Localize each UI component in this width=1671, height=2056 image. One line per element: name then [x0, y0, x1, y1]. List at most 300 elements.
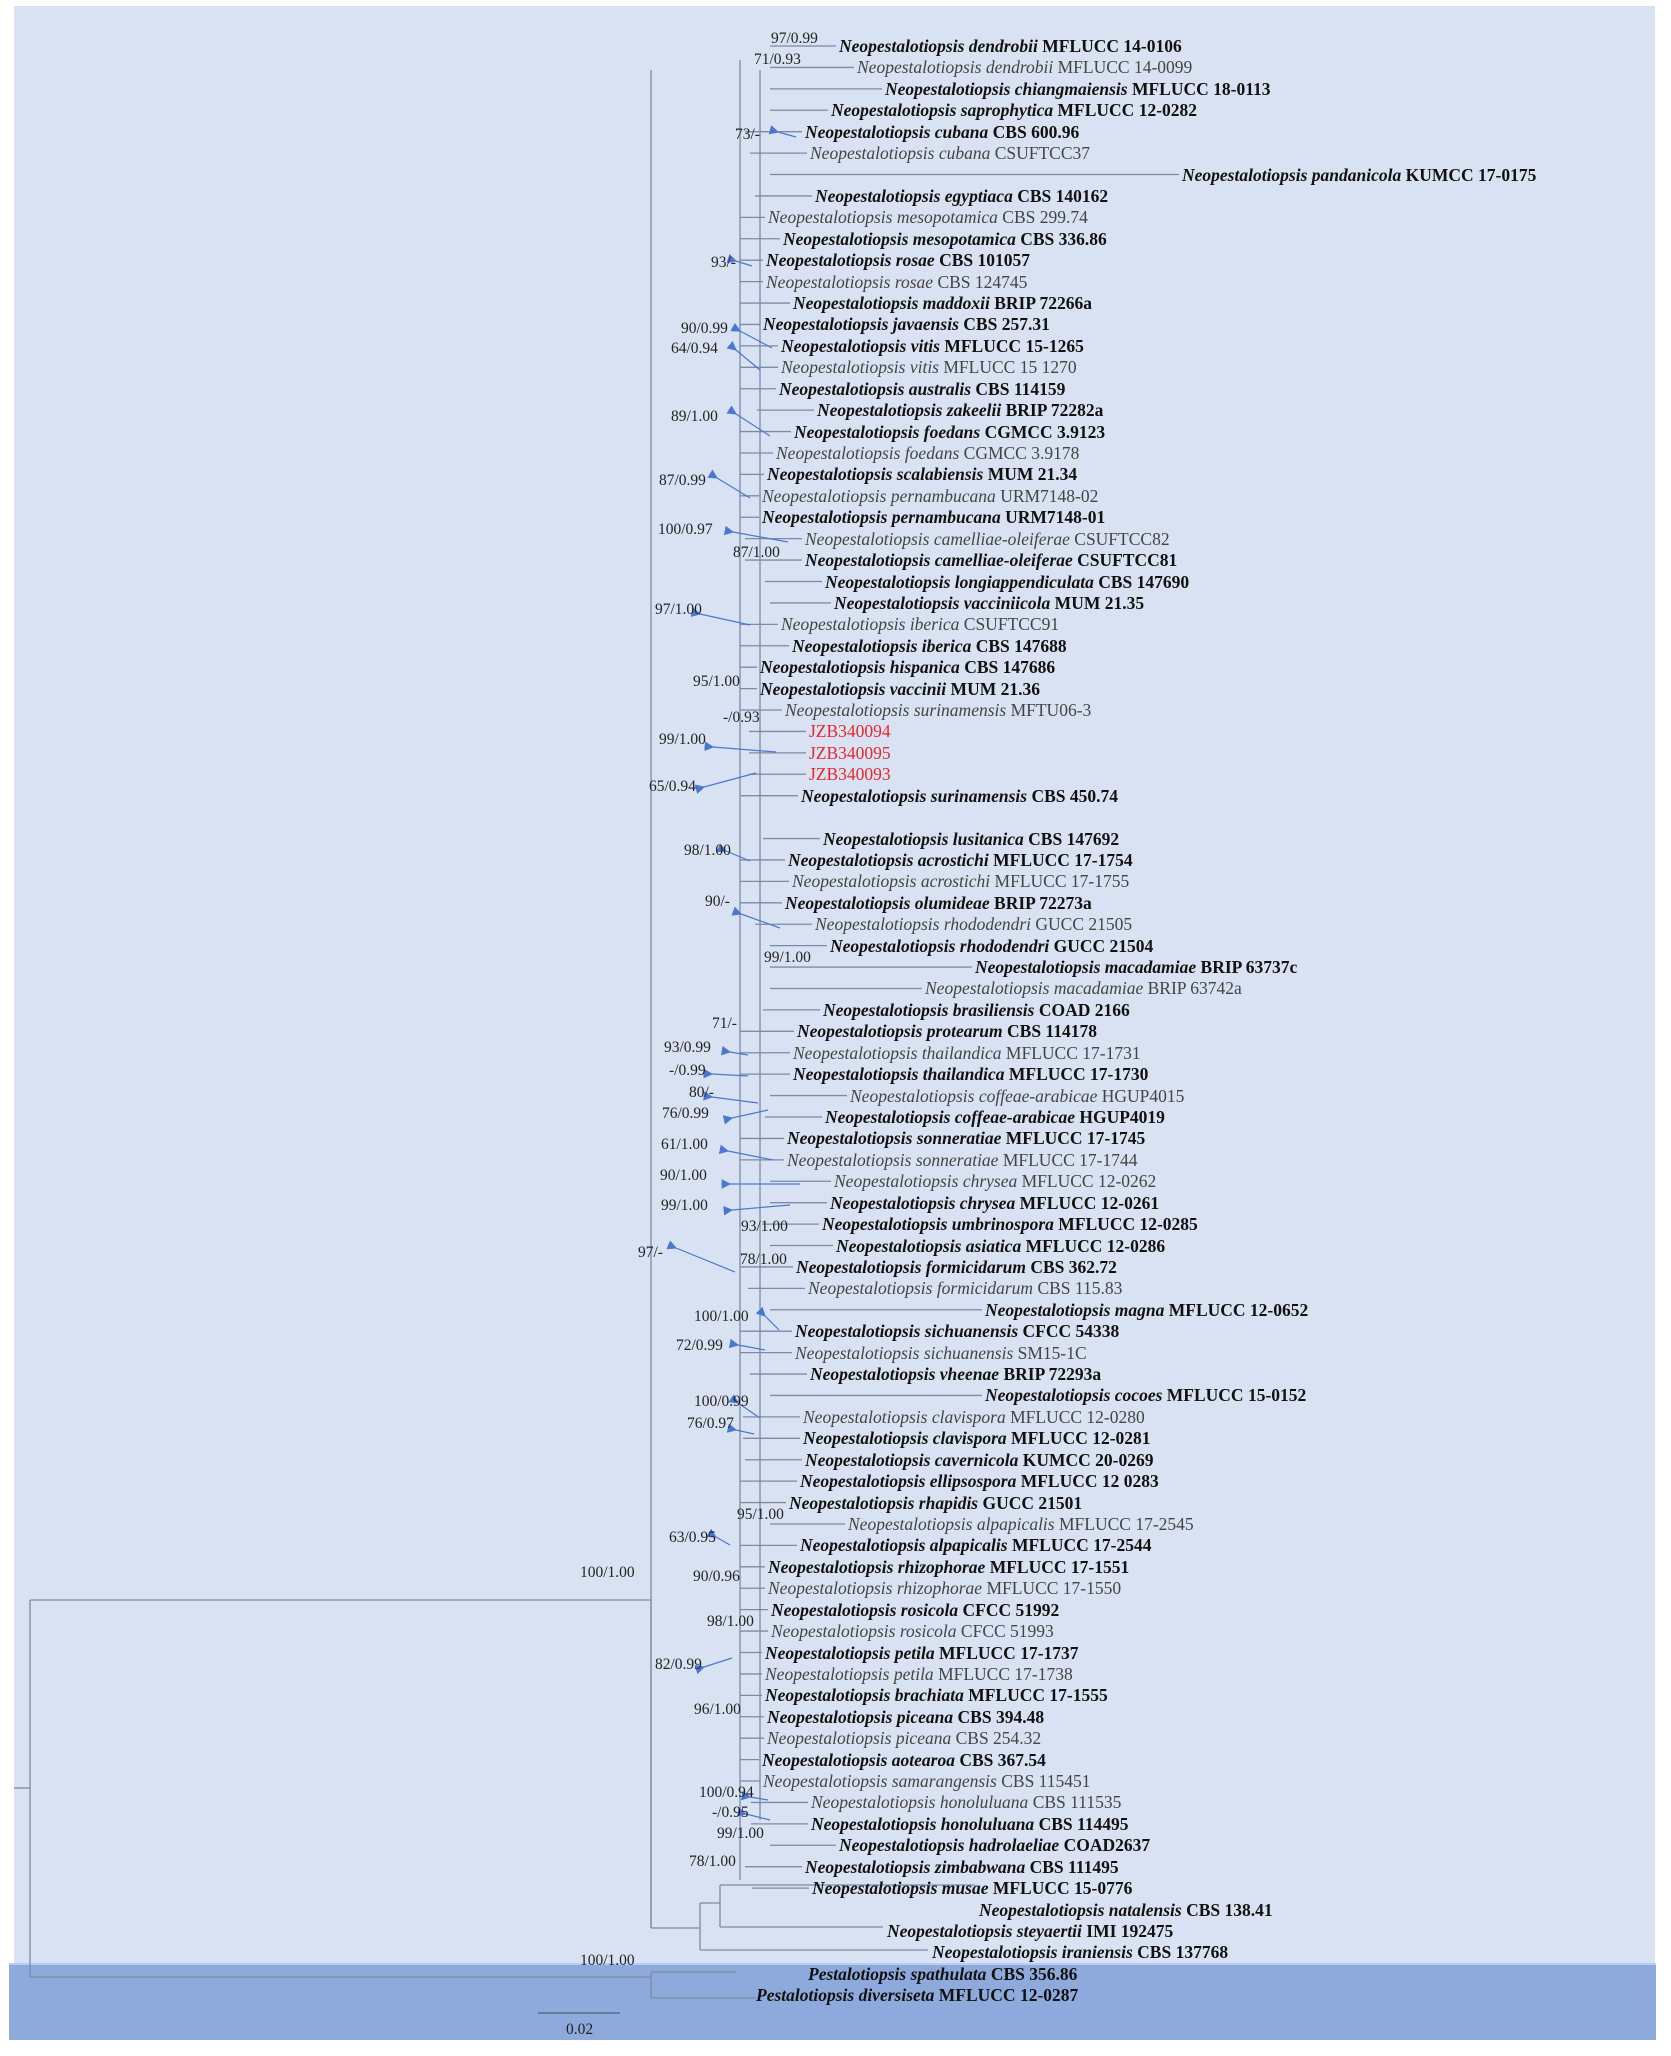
- taxon-name: Neopestalotiopsis formicidarum: [796, 1256, 1026, 1277]
- strain-id: MFLUCC 17-1555: [968, 1685, 1108, 1706]
- taxon-name: Neopestalotiopsis vitis: [781, 335, 940, 356]
- taxon-name: Neopestalotiopsis honoluluana: [811, 1813, 1035, 1834]
- support-value: 73/-: [735, 125, 760, 143]
- strain-id: SM15-1C: [1017, 1342, 1087, 1363]
- support-value: 64/0.94: [671, 339, 718, 357]
- strain-id: BRIP 72293a: [1003, 1364, 1102, 1385]
- taxon-label: [793, 1043, 1141, 1063]
- taxon-label: [800, 1535, 1151, 1555]
- support-value: 87/1.00: [733, 544, 780, 562]
- taxon-label: [763, 314, 1050, 334]
- taxon-label: [781, 357, 1077, 377]
- taxon-label: [825, 572, 1189, 592]
- strain-id: MUM 21.36: [950, 678, 1040, 699]
- strain-id: COAD 2166: [1038, 999, 1130, 1020]
- taxon-label: [809, 764, 891, 784]
- support-value: 65/0.94: [649, 777, 696, 795]
- taxon-name: Neopestalotiopsis brachiata: [765, 1685, 964, 1706]
- support-arrow-icon: [736, 1430, 754, 1434]
- strain-id: BRIP 63742a: [1147, 978, 1242, 999]
- taxon-label: [765, 1643, 1079, 1663]
- strain-id: COAD2637: [1063, 1835, 1151, 1856]
- taxon-label: [776, 443, 1079, 463]
- taxon-label: [766, 250, 1030, 270]
- strain-id: MFLUCC 15-0776: [992, 1878, 1133, 1899]
- strain-id: CSUFTCC82: [1074, 528, 1170, 549]
- taxon-name: Neopestalotiopsis pernambucana: [762, 485, 996, 506]
- taxon-label: [809, 721, 891, 741]
- taxon-name: Neopestalotiopsis acrostichi: [792, 871, 991, 892]
- taxon-name: Neopestalotiopsis saprophytica: [831, 100, 1054, 121]
- taxon-label: [1182, 165, 1536, 185]
- support-value: 90/0.99: [681, 320, 728, 338]
- taxon-label: [932, 1942, 1228, 1962]
- taxon-name: Neopestalotiopsis macadamiae: [975, 957, 1197, 978]
- taxon-name: Neopestalotiopsis samarangensis: [763, 1771, 997, 1792]
- strain-id: MFLUCC 17-2544: [1011, 1535, 1152, 1556]
- strain-id: MFLUCC 17-1550: [986, 1578, 1122, 1599]
- support-value: 100/0.94: [699, 1784, 754, 1802]
- taxon-label: [801, 786, 1118, 806]
- strain-id: BRIP 72266a: [994, 293, 1092, 314]
- taxon-name: Neopestalotiopsis rhododendri: [815, 914, 1032, 935]
- taxon-label: [808, 1964, 1077, 1984]
- strain-id: CBS 600.96: [992, 121, 1080, 142]
- taxon-name: Neopestalotiopsis natalensis: [979, 1899, 1182, 1920]
- taxon-label: [975, 957, 1297, 977]
- support-value: 76/0.97: [687, 1414, 734, 1432]
- taxon-label: [765, 1664, 1073, 1684]
- taxon-name: Neopestalotiopsis musae: [812, 1878, 989, 1899]
- taxon-name: Neopestalotiopsis javaensis: [763, 314, 959, 335]
- strain-id: CBS 115.83: [1037, 1278, 1123, 1299]
- support-value: 89/1.00: [671, 408, 718, 426]
- taxon-label: [762, 486, 1098, 506]
- taxon-name: Neopestalotiopsis chrysea: [834, 1171, 1018, 1192]
- taxon-name: Neopestalotiopsis iraniensis: [932, 1942, 1133, 1963]
- support-arrow-icon: [713, 747, 776, 752]
- support-arrow-icon: [704, 1658, 732, 1667]
- taxon-name: Neopestalotiopsis dendrobii: [857, 57, 1054, 78]
- strain-id: CBS 257.31: [963, 314, 1050, 335]
- strain-id: MFLUCC 17-1551: [989, 1556, 1130, 1577]
- taxon-name: Neopestalotiopsis sichuanensis: [795, 1321, 1019, 1342]
- support-arrow-icon: [704, 773, 756, 787]
- taxon-name: Neopestalotiopsis foedans: [776, 442, 960, 463]
- taxon-label: [771, 1621, 1054, 1641]
- support-value: 100/1.00: [694, 1307, 749, 1325]
- support-arrow-icon: [676, 1248, 735, 1272]
- taxon-name: Neopestalotiopsis brasiliensis: [823, 999, 1035, 1020]
- support-arrow-icon: [765, 1316, 779, 1330]
- taxon-name: Neopestalotiopsis rosicola: [771, 1621, 957, 1642]
- support-value: -/0.99: [669, 1062, 706, 1080]
- taxon-name: Neopestalotiopsis cubana: [810, 143, 991, 164]
- support-value: 93/0.99: [664, 1038, 711, 1056]
- support-value: 82/0.99: [655, 1655, 702, 1673]
- support-value: 90/0.96: [693, 1568, 740, 1586]
- taxon-name: Neopestalotiopsis clavispora: [803, 1428, 1007, 1449]
- taxon-label: [834, 593, 1144, 613]
- taxon-name: Neopestalotiopsis asiatica: [836, 1235, 1022, 1256]
- taxon-name: Neopestalotiopsis iberica: [781, 614, 960, 635]
- strain-id: CBS 367.54: [959, 1749, 1046, 1770]
- strain-id: JZB340094: [809, 721, 891, 742]
- strain-id: MFLUCC 17-1744: [1002, 1149, 1138, 1170]
- support-value: 90/-: [705, 892, 730, 910]
- taxon-name: Neopestalotiopsis coffeae-arabicae: [850, 1085, 1098, 1106]
- support-arrow-icon: [738, 1345, 765, 1350]
- support-value: 61/1.00: [661, 1136, 708, 1154]
- taxon-label: [836, 1236, 1165, 1256]
- taxon-name: Neopestalotiopsis piceana: [767, 1728, 952, 1749]
- taxon-label: [785, 700, 1091, 720]
- taxon-label: [830, 936, 1153, 956]
- support-arrow-icon: [746, 1814, 770, 1820]
- strain-id: MFLUCC 12 0283: [1020, 1471, 1159, 1492]
- support-value: 98/1.00: [684, 841, 731, 859]
- strain-id: HGUP4015: [1101, 1085, 1185, 1106]
- strain-id: CSUFTCC81: [1077, 550, 1178, 571]
- support-value: 95/1.00: [693, 672, 740, 690]
- taxon-label: [767, 1728, 1041, 1748]
- support-arrow-icon: [728, 1151, 773, 1160]
- strain-id: URM7148-02: [1000, 485, 1099, 506]
- taxon-name: Pestalotiopsis diversiseta: [756, 1985, 935, 2006]
- taxon-name: Neopestalotiopsis longiappendiculata: [825, 571, 1094, 592]
- taxon-name: Neopestalotiopsis umbrinospora: [822, 1214, 1054, 1235]
- taxon-label: [785, 893, 1092, 913]
- taxon-label: [808, 1278, 1122, 1298]
- taxon-label: [793, 293, 1092, 313]
- strain-id: KUMCC 20-0269: [1022, 1449, 1154, 1470]
- taxon-label: [985, 1385, 1306, 1405]
- taxon-name: Neopestalotiopsis rhapidis: [789, 1492, 979, 1513]
- taxon-name: Neopestalotiopsis camelliae-oleiferae: [805, 550, 1073, 571]
- taxon-name: Neopestalotiopsis ellipsospora: [800, 1471, 1017, 1492]
- taxon-label: [783, 229, 1107, 249]
- taxon-label: [768, 207, 1088, 227]
- taxon-label: [805, 122, 1079, 142]
- taxon-name: Neopestalotiopsis sonneratiae: [787, 1128, 1002, 1149]
- strain-id: IMI 192475: [1086, 1920, 1174, 1941]
- strain-id: CBS 140162: [1017, 185, 1109, 206]
- taxon-label: [823, 1000, 1130, 1020]
- support-value: 78/1.00: [740, 1250, 787, 1268]
- strain-id: CBS 356.86: [990, 1963, 1078, 1984]
- taxon-label: [815, 914, 1132, 934]
- strain-id: CSUFTCC37: [994, 143, 1091, 164]
- taxon-name: Neopestalotiopsis vheenae: [810, 1364, 1000, 1385]
- taxon-name: Neopestalotiopsis thailandica: [793, 1064, 1005, 1085]
- support-arrow-icon: [712, 1097, 758, 1103]
- taxon-label: [762, 1750, 1046, 1770]
- strain-id: CSUFTCC91: [963, 614, 1060, 635]
- taxon-name: Neopestalotiopsis mesopotamica: [783, 228, 1016, 249]
- strain-id: CFCC 51992: [962, 1599, 1060, 1620]
- taxon-name: Neopestalotiopsis steyaertii: [887, 1920, 1082, 1941]
- strain-id: GUCC 21501: [982, 1492, 1083, 1513]
- strain-id: CBS 254.32: [955, 1728, 1042, 1749]
- support-value: 100/0.97: [658, 520, 713, 538]
- taxon-name: Neopestalotiopsis mesopotamica: [768, 207, 998, 228]
- strain-id: JZB340095: [809, 742, 891, 763]
- strain-id: CBS 114159: [975, 378, 1066, 399]
- taxon-name: Neopestalotiopsis pandanicola: [1182, 164, 1402, 185]
- taxon-label: [768, 1578, 1121, 1598]
- strain-id: MUM 21.35: [1054, 592, 1145, 613]
- taxon-label: [789, 1493, 1082, 1513]
- taxon-name: Neopestalotiopsis surinamensis: [785, 700, 1007, 721]
- strain-id: CBS 147686: [964, 657, 1056, 678]
- taxon-name: Neopestalotiopsis hadrolaeliae: [839, 1835, 1060, 1856]
- taxon-label: [810, 1364, 1101, 1384]
- support-arrow-icon: [778, 132, 796, 137]
- taxon-name: Neopestalotiopsis cavernicola: [805, 1449, 1019, 1470]
- taxon-name: Neopestalotiopsis zimbabwana: [805, 1856, 1026, 1877]
- strain-id: MFLUCC 12-0285: [1058, 1214, 1198, 1235]
- support-value: 71/-: [712, 1015, 737, 1033]
- strain-id: CFCC 51993: [960, 1621, 1054, 1642]
- taxon-label: [839, 1835, 1150, 1855]
- taxon-label: [812, 1878, 1132, 1898]
- taxon-label: [779, 379, 1065, 399]
- taxon-label: [788, 850, 1133, 870]
- taxon-name: Neopestalotiopsis vacciniicola: [834, 592, 1051, 613]
- taxon-name: Neopestalotiopsis chrysea: [830, 1192, 1016, 1213]
- support-value: -/0.93: [723, 709, 760, 727]
- taxon-label: [787, 1128, 1145, 1148]
- strain-id: CBS 299.74: [1002, 207, 1088, 228]
- strain-id: BRIP 72273a: [994, 892, 1092, 913]
- taxon-name: Neopestalotiopsis magna: [985, 1299, 1165, 1320]
- taxon-name: Neopestalotiopsis hispanica: [760, 657, 960, 678]
- taxon-name: Neopestalotiopsis rhizophorae: [768, 1556, 986, 1577]
- taxon-name: Neopestalotiopsis cocoes: [985, 1385, 1163, 1406]
- strain-id: CBS 137768: [1137, 1942, 1229, 1963]
- strain-id: MFLUCC 17-2545: [1058, 1513, 1194, 1534]
- strain-id: MFLUCC 14-0106: [1042, 36, 1182, 56]
- strain-id: CBS 114178: [1007, 1021, 1097, 1042]
- strain-id: CBS 394.48: [957, 1706, 1045, 1727]
- strain-id: CBS 138.41: [1186, 1899, 1273, 1920]
- support-value: 90/1.00: [660, 1167, 707, 1185]
- strain-id: MFLUCC 12-0286: [1025, 1235, 1166, 1256]
- support-value: 93/1.00: [741, 1218, 788, 1236]
- taxon-label: [830, 1193, 1159, 1213]
- taxon-label: [803, 1428, 1151, 1448]
- strain-id: MFLUCC 12-0287: [938, 1985, 1079, 2006]
- taxon-name: Neopestalotiopsis alpapicalis: [800, 1535, 1008, 1556]
- taxon-label: [809, 743, 891, 763]
- taxon-label: [767, 464, 1077, 484]
- taxon-label: [887, 1921, 1173, 1941]
- support-arrow-icon: [736, 414, 770, 436]
- support-value: 97/1.00: [655, 600, 702, 618]
- strain-id: CBS 362.72: [1030, 1256, 1117, 1277]
- taxon-label: [817, 400, 1103, 420]
- strain-id: CBS 147692: [1028, 828, 1120, 849]
- taxon-name: Neopestalotiopsis clavispora: [803, 1406, 1006, 1427]
- strain-id: GUCC 21504: [1053, 935, 1154, 956]
- taxon-label: [822, 1214, 1198, 1234]
- taxon-label: [792, 871, 1129, 891]
- strain-id: MFLUCC 17-1730: [1008, 1064, 1149, 1085]
- taxon-name: Neopestalotiopsis scalabiensis: [767, 464, 984, 485]
- taxon-name: Neopestalotiopsis rosae: [766, 271, 934, 292]
- taxon-label: [795, 1321, 1119, 1341]
- taxon-label: [985, 1300, 1308, 1320]
- strain-id: CFCC 54338: [1022, 1321, 1120, 1342]
- taxon-label: [763, 1771, 1091, 1791]
- taxon-label: [857, 57, 1192, 77]
- strain-id: MFLUCC 17-1755: [994, 871, 1130, 892]
- support-value: 99/1.00: [659, 730, 706, 748]
- support-value: 71/0.93: [754, 51, 801, 69]
- scale-bar-label: 0.02: [566, 2021, 594, 2038]
- taxon-name: Neopestalotiopsis australis: [779, 378, 972, 399]
- strain-id: MFLUCC 15 1270: [943, 357, 1077, 378]
- taxon-label: [805, 529, 1170, 549]
- taxon-label: [823, 829, 1119, 849]
- taxon-label: [885, 79, 1271, 99]
- support-value: 76/0.99: [662, 1105, 709, 1122]
- strain-id: MFLUCC 15-1265: [944, 335, 1084, 356]
- strain-id: MFLUCC 12-0280: [1010, 1406, 1145, 1427]
- strain-id: MFLUCC 18-0113: [1131, 78, 1271, 99]
- taxon-label: [815, 186, 1108, 206]
- strain-id: CBS 336.86: [1020, 228, 1107, 249]
- taxon-label: [795, 1343, 1087, 1363]
- strain-id: MFLUCC 17-1754: [993, 849, 1133, 870]
- taxon-name: Neopestalotiopsis rosae: [766, 250, 935, 271]
- strain-id: CBS 450.74: [1031, 785, 1119, 806]
- support-arrow-icon: [732, 1205, 790, 1210]
- support-value: -/0.95: [712, 1803, 749, 1821]
- taxon-name: Neopestalotiopsis coffeae-arabicae: [825, 1107, 1075, 1127]
- strain-id: MFLUCC 14-0099: [1057, 57, 1193, 78]
- taxon-label: [805, 1857, 1119, 1877]
- taxon-name: Neopestalotiopsis foedans: [794, 421, 981, 442]
- taxon-label: [810, 143, 1090, 163]
- taxon-label: [781, 336, 1084, 356]
- taxon-label: [766, 272, 1027, 292]
- strain-id: CBS 124745: [937, 271, 1028, 292]
- strain-id: URM7148-01: [1005, 507, 1106, 528]
- taxon-label: [765, 1685, 1108, 1705]
- support-value: 100/0.99: [694, 1393, 749, 1411]
- taxon-name: Neopestalotiopsis rhododendri: [830, 935, 1050, 956]
- taxon-name: Neopestalotiopsis thailandica: [793, 1042, 1002, 1063]
- taxon-name: Neopestalotiopsis maddoxii: [793, 293, 990, 314]
- taxon-name: Neopestalotiopsis vitis: [781, 357, 939, 378]
- support-arrow-icon: [716, 1537, 730, 1545]
- taxon-name: Neopestalotiopsis macadamiae: [925, 978, 1144, 999]
- support-value: 72/0.99: [676, 1336, 723, 1354]
- strain-id: GUCC 21505: [1035, 914, 1133, 935]
- strain-id: CBS 147688: [975, 635, 1067, 656]
- strain-id: MFLUCC 12-0261: [1019, 1192, 1160, 1213]
- strain-id: MFLUCC 12-0282: [1057, 100, 1198, 121]
- strain-id: CBS 115451: [1001, 1771, 1091, 1792]
- strain-id: CBS 111495: [1029, 1856, 1119, 1877]
- taxon-name: Neopestalotiopsis iberica: [792, 635, 972, 656]
- support-arrow-icon: [736, 261, 752, 266]
- taxon-label: [850, 1086, 1184, 1106]
- taxon-name: Neopestalotiopsis olumideae: [785, 892, 990, 913]
- strain-id: CBS 101057: [939, 250, 1030, 271]
- strain-id: MFLUCC 17-1731: [1005, 1042, 1141, 1063]
- support-arrow-icon: [700, 614, 750, 625]
- strain-id: CBS 147690: [1098, 571, 1190, 592]
- strain-id: MFLUCC 12-0262: [1021, 1171, 1157, 1192]
- taxon-label: [768, 1557, 1129, 1577]
- taxon-label: [803, 1407, 1145, 1427]
- taxon-label: [794, 422, 1105, 442]
- strain-id: MFLUCC 17-1745: [1005, 1128, 1146, 1149]
- support-value: 95/1.00: [737, 1505, 784, 1523]
- strain-id: MFTU06-3: [1010, 700, 1092, 721]
- strain-id: MFLUCC 17-1738: [938, 1663, 1073, 1684]
- support-value: 98/1.00: [707, 1613, 754, 1631]
- taxon-label: [848, 1514, 1194, 1534]
- taxon-label: [760, 679, 1040, 699]
- strain-id: MFLUCC 17-1737: [939, 1642, 1079, 1663]
- taxon-name: Neopestalotiopsis sonneratiae: [787, 1149, 999, 1170]
- taxon-name: Neopestalotiopsis cubana: [805, 121, 989, 142]
- strain-id: BRIP 72282a: [1005, 400, 1104, 421]
- taxon-label: [925, 978, 1242, 998]
- strain-id: MFLUCC 12-0281: [1011, 1428, 1151, 1449]
- support-value: 80/-: [689, 1083, 714, 1101]
- taxon-name: Neopestalotiopsis piceana: [767, 1706, 954, 1727]
- strain-id: HGUP4019: [1079, 1107, 1165, 1127]
- support-arrow-icon: [732, 1110, 768, 1118]
- taxon-label: [762, 507, 1105, 527]
- support-value: 63/0.95: [669, 1529, 716, 1547]
- support-value: 93/-: [711, 254, 736, 272]
- strain-id: JZB340093: [809, 764, 891, 785]
- taxon-name: Neopestalotiopsis protearum: [797, 1021, 1003, 1042]
- taxon-label: [805, 1450, 1154, 1470]
- support-value: 96/1.00: [694, 1700, 741, 1718]
- strain-id: CBS 114495: [1038, 1813, 1129, 1834]
- taxon-name: Neopestalotiopsis honoluluana: [811, 1792, 1029, 1813]
- support-value: 99/1.00: [661, 1196, 708, 1214]
- taxon-name: Neopestalotiopsis chiangmaiensis: [885, 78, 1128, 99]
- taxon-name: Neopestalotiopsis zakeelii: [817, 400, 1002, 421]
- taxon-name: Neopestalotiopsis camelliae-oleiferae: [805, 528, 1070, 549]
- strain-id: CBS 111535: [1032, 1792, 1122, 1813]
- taxon-name: Pestalotiopsis spathulata: [808, 1963, 987, 1984]
- taxon-name: Neopestalotiopsis vaccinii: [760, 678, 947, 699]
- taxon-label: [760, 657, 1055, 677]
- support-value: 78/1.00: [689, 1852, 736, 1870]
- strain-id: MUM 21.34: [987, 464, 1078, 485]
- support-value: 97/0.99: [771, 30, 818, 47]
- taxon-label: [834, 1171, 1156, 1191]
- taxon-name: Neopestalotiopsis alpapicalis: [848, 1513, 1055, 1534]
- taxon-name: Neopestalotiopsis petila: [765, 1642, 935, 1663]
- support-value: 99/1.00: [717, 1825, 764, 1843]
- strain-id: CGMCC 3.9178: [963, 442, 1080, 463]
- taxon-name: Neopestalotiopsis formicidarum: [808, 1278, 1034, 1299]
- taxon-name: Neopestalotiopsis sichuanensis: [795, 1342, 1014, 1363]
- taxon-label: [800, 1471, 1159, 1491]
- taxon-label: [781, 614, 1059, 634]
- taxon-label: [979, 1900, 1273, 1920]
- strain-id: CGMCC 3.9123: [984, 421, 1106, 442]
